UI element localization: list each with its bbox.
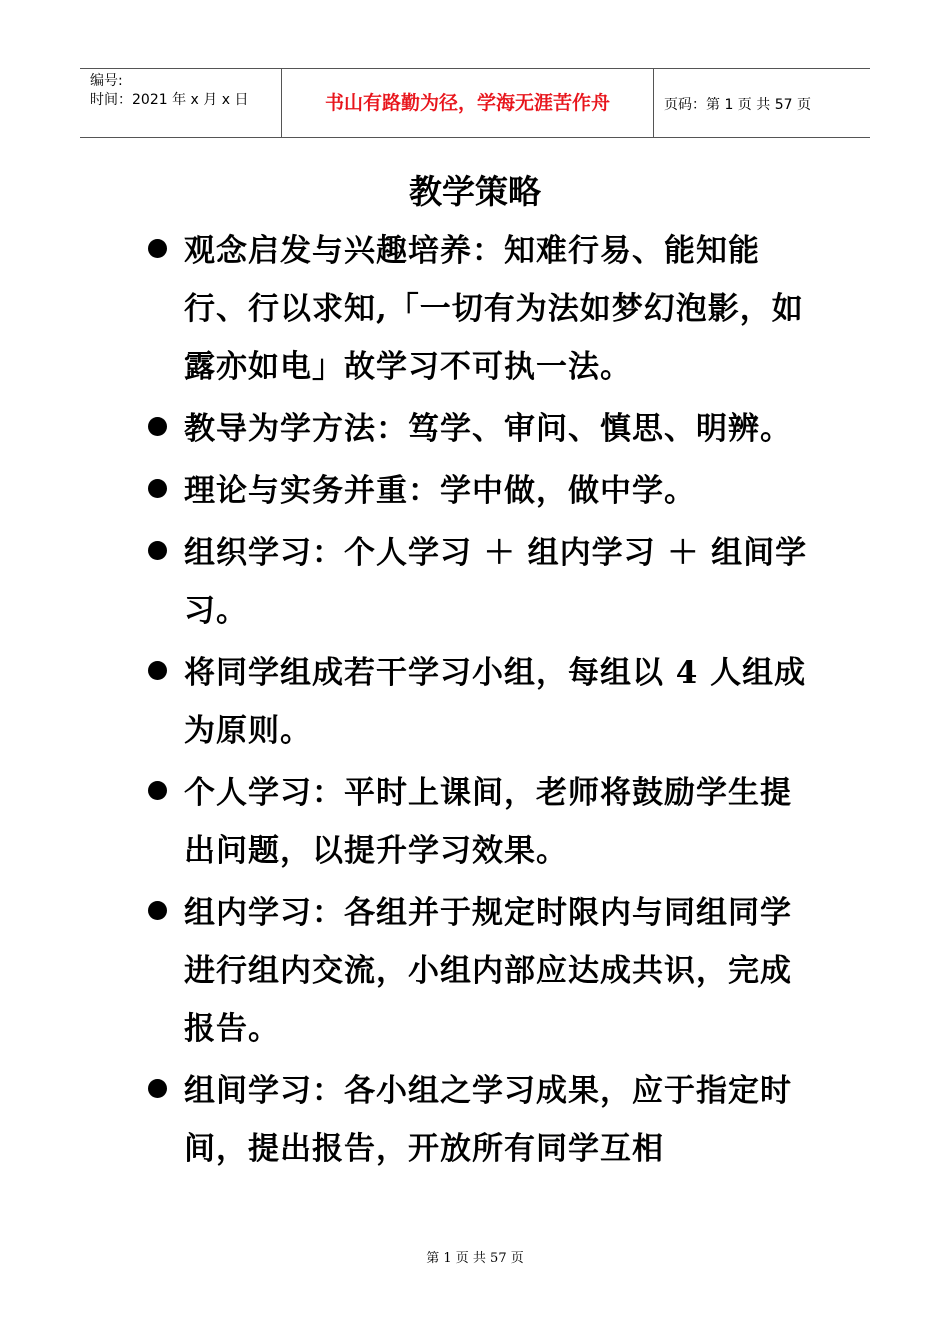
header-left-cell	[80, 69, 282, 137]
list-item	[140, 884, 810, 1058]
document-header	[80, 68, 870, 138]
bullet-icon	[148, 239, 167, 258]
strategy-list	[140, 222, 810, 1182]
list-item-text: 理论与实务并重：学中做，做中学。	[184, 473, 696, 509]
list-item	[140, 400, 810, 458]
list-item	[140, 644, 810, 760]
list-item-text: 组内学习：各组并于规定时限内与同组同学进行组内交流，小组内部应达成共识，完成报告。	[184, 895, 792, 1047]
serial-number-label: 编号:	[90, 73, 123, 89]
bullet-icon	[148, 781, 167, 800]
list-item-text: 观念启发与兴趣培养：知难行易、能知能行、行以求知,「一切有为法如梦幻泡影，如露亦如电」故学习不可执一法。	[184, 233, 804, 385]
list-item-text: 将同学组成若干学习小组，每组以 4 人组成为原则。	[184, 655, 807, 749]
list-item-text: 教导为学方法：笃学、审问、慎思、明辨。	[184, 411, 792, 447]
list-item-text: 组织学习：个人学习 ＋ 组内学习 ＋ 组间学习。	[184, 535, 808, 629]
header-page-cell	[654, 69, 870, 137]
list-item	[140, 222, 810, 396]
bullet-icon	[148, 541, 167, 560]
list-item-text: 组间学习：各小组之学习成果，应于指定时间，提出报告，开放所有同学互相	[184, 1073, 792, 1167]
list-item	[140, 764, 810, 880]
header-motto-cell	[282, 69, 654, 137]
page-footer: 第 1 页 共 57 页	[426, 1251, 524, 1266]
list-item-text: 个人学习：平时上课间，老师将鼓励学生提出问题，以提升学习效果。	[184, 775, 792, 869]
bullet-icon	[148, 417, 167, 436]
bullet-icon	[148, 1079, 167, 1098]
document-title: 教学策略	[409, 172, 541, 211]
bullet-icon	[148, 901, 167, 920]
list-item	[140, 462, 810, 520]
list-item	[140, 524, 810, 640]
list-item	[140, 1062, 810, 1178]
date-label: 时间：2021 年 x 月 x 日	[90, 92, 249, 108]
bullet-icon	[148, 479, 167, 498]
bullet-icon	[148, 661, 167, 680]
motto-text: 书山有路勤为径，学海无涯苦作舟	[324, 92, 610, 114]
page-number-label: 页码：第 1 页 共 57 页	[664, 97, 811, 113]
